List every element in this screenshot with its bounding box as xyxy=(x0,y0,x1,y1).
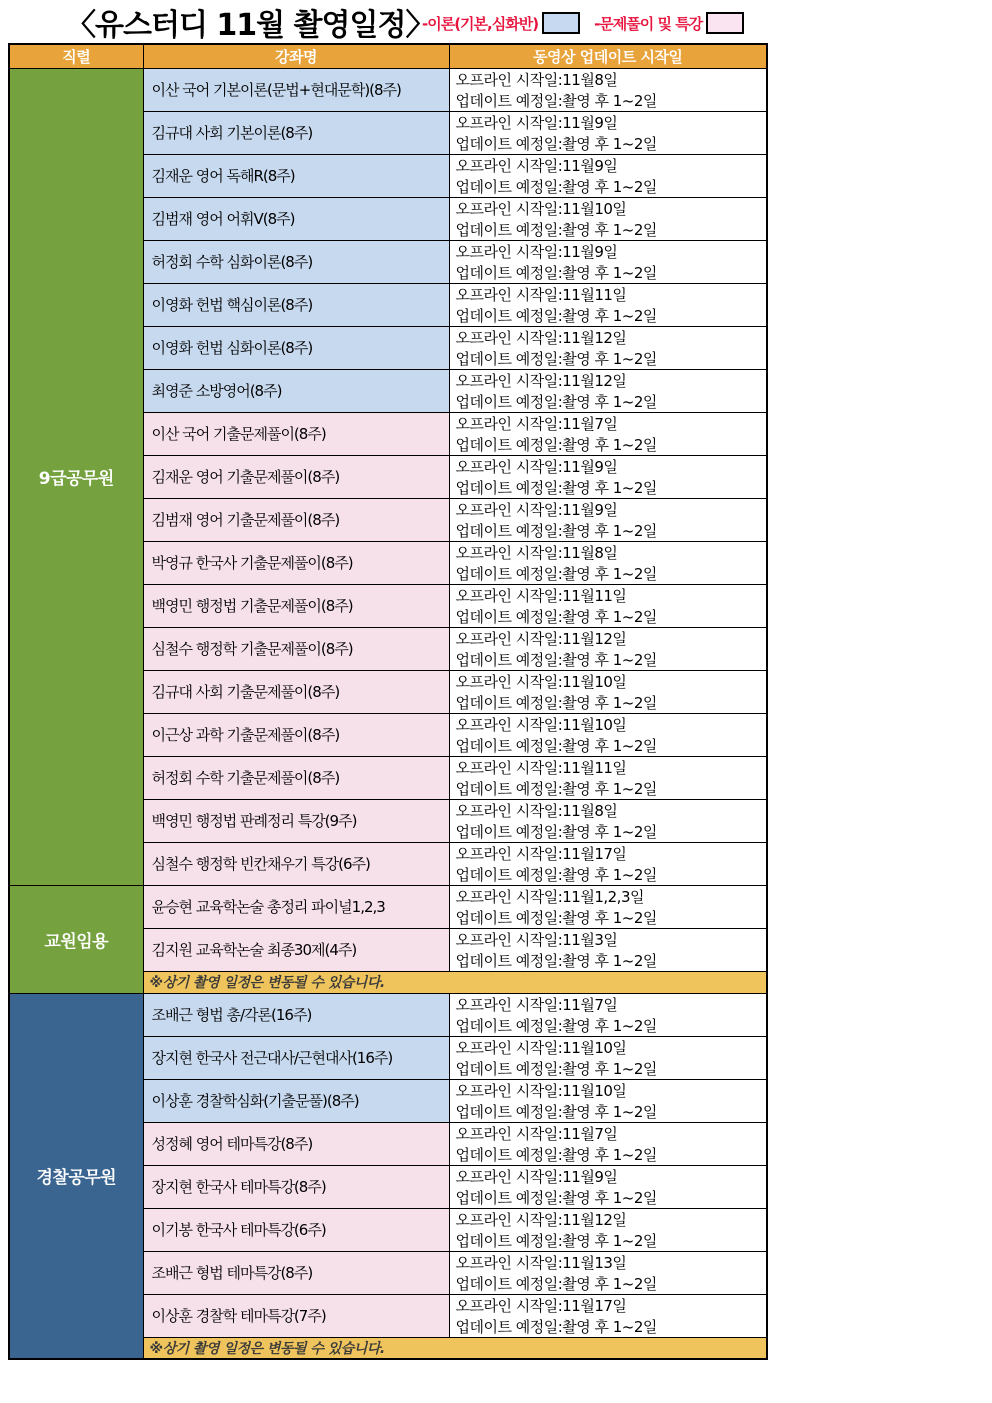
update-due-date: 업데이트 예정일:촬영 후 1~2일 xyxy=(449,520,767,542)
course-name-cell: 윤승현 교육학논술 총정리 파이널1,2,3 xyxy=(143,885,449,928)
offline-start-date: 오프라인 시작일:11월9일 xyxy=(449,1165,767,1187)
course-name-cell: 김범재 영어 어휘V(8주) xyxy=(143,197,449,240)
offline-start-date: 오프라인 시작일:11월7일 xyxy=(449,412,767,434)
offline-start-date: 오프라인 시작일:11월10일 xyxy=(449,1036,767,1058)
course-name-cell: 심철수 행정학 기출문제풀이(8주) xyxy=(143,627,449,670)
offline-start-date: 오프라인 시작일:11월9일 xyxy=(449,154,767,176)
update-due-date: 업데이트 예정일:촬영 후 1~2일 xyxy=(449,1187,767,1209)
update-due-date: 업데이트 예정일:촬영 후 1~2일 xyxy=(449,1015,767,1037)
course-name-cell: 조배근 형법 총/각론(16주) xyxy=(143,993,449,1036)
update-due-date: 업데이트 예정일:촬영 후 1~2일 xyxy=(449,477,767,499)
offline-start-date: 오프라인 시작일:11월10일 xyxy=(449,197,767,219)
course-name-cell: 이산 국어 기본이론(문법+현대문학)(8주) xyxy=(143,68,449,111)
course-name-cell: 김규대 사회 기본이론(8주) xyxy=(143,111,449,154)
offline-start-date: 오프라인 시작일:11월12일 xyxy=(449,1208,767,1230)
section-label: 교원임용 xyxy=(9,885,143,993)
course-name-cell: 박영규 한국사 기출문제풀이(8주) xyxy=(143,541,449,584)
offline-start-date: 오프라인 시작일:11월8일 xyxy=(449,68,767,90)
course-name-cell: 장지현 한국사 전근대사/근현대사(16주) xyxy=(143,1036,449,1079)
offline-start-date: 오프라인 시작일:11월11일 xyxy=(449,283,767,305)
course-name-cell: 허정회 수학 기출문제풀이(8주) xyxy=(143,756,449,799)
course-name-cell: 백영민 행정법 판례정리 특강(9주) xyxy=(143,799,449,842)
legend-item-theory xyxy=(422,12,580,34)
offline-start-date: 오프라인 시작일:11월11일 xyxy=(449,584,767,606)
update-due-date: 업데이트 예정일:촬영 후 1~2일 xyxy=(449,649,767,671)
offline-start-date: 오프라인 시작일:11월8일 xyxy=(449,541,767,563)
update-due-date: 업데이트 예정일:촬영 후 1~2일 xyxy=(449,563,767,585)
update-due-date: 업데이트 예정일:촬영 후 1~2일 xyxy=(449,133,767,155)
course-name-cell: 조배근 형법 테마특강(8주) xyxy=(143,1251,449,1294)
offline-start-date: 오프라인 시작일:11월13일 xyxy=(449,1251,767,1273)
offline-start-date: 오프라인 시작일:11월12일 xyxy=(449,326,767,348)
update-due-date: 업데이트 예정일:촬영 후 1~2일 xyxy=(449,907,767,929)
update-due-date: 업데이트 예정일:촬영 후 1~2일 xyxy=(449,1144,767,1166)
course-name-cell: 백영민 행정법 기출문제풀이(8주) xyxy=(143,584,449,627)
theory-color-swatch xyxy=(542,12,580,34)
course-name-cell: 이기봉 한국사 테마특강(6주) xyxy=(143,1208,449,1251)
offline-start-date: 오프라인 시작일:11월9일 xyxy=(449,111,767,133)
section-label: 경찰공무원 xyxy=(9,993,143,1359)
section-label: 9급공무원 xyxy=(9,68,143,885)
offline-start-date: 오프라인 시작일:11월7일 xyxy=(449,993,767,1015)
course-name-cell: 김지원 교육학논술 최종30제(4주) xyxy=(143,928,449,971)
update-due-date: 업데이트 예정일:촬영 후 1~2일 xyxy=(449,692,767,714)
course-name-cell: 김범재 영어 기출문제풀이(8주) xyxy=(143,498,449,541)
course-name-cell: 김규대 사회 기출문제풀이(8주) xyxy=(143,670,449,713)
update-due-date: 업데이트 예정일:촬영 후 1~2일 xyxy=(449,434,767,456)
update-due-date: 업데이트 예정일:촬영 후 1~2일 xyxy=(449,1058,767,1080)
schedule-table-header xyxy=(9,44,767,68)
offline-start-date: 오프라인 시작일:11월17일 xyxy=(449,1294,767,1316)
course-name-cell: 이영화 헌법 심화이론(8주) xyxy=(143,326,449,369)
offline-start-date: 오프라인 시작일:11월1,2,3일 xyxy=(449,885,767,907)
offline-start-date: 오프라인 시작일:11월9일 xyxy=(449,455,767,477)
update-due-date: 업데이트 예정일:촬영 후 1~2일 xyxy=(449,1230,767,1252)
course-name-cell: 심철수 행정학 빈칸채우기 특강(6주) xyxy=(143,842,449,885)
update-due-date: 업데이트 예정일:촬영 후 1~2일 xyxy=(449,821,767,843)
column-header-category: 직렬 xyxy=(9,44,143,68)
offline-start-date: 오프라인 시작일:11월10일 xyxy=(449,713,767,735)
update-due-date: 업데이트 예정일:촬영 후 1~2일 xyxy=(449,778,767,800)
legend xyxy=(422,12,744,34)
schedule-change-footnote: ※상기 촬영 일정은 변동될 수 있습니다. xyxy=(143,971,767,993)
course-name-cell: 김재운 영어 기출문제풀이(8주) xyxy=(143,455,449,498)
offline-start-date: 오프라인 시작일:11월3일 xyxy=(449,928,767,950)
course-name-cell: 이상훈 경찰학심화(기출문풀)(8주) xyxy=(143,1079,449,1122)
offline-start-date: 오프라인 시작일:11월12일 xyxy=(449,627,767,649)
offline-start-date: 오프라인 시작일:11월17일 xyxy=(449,842,767,864)
update-due-date: 업데이트 예정일:촬영 후 1~2일 xyxy=(449,90,767,112)
update-due-date: 업데이트 예정일:촬영 후 1~2일 xyxy=(449,391,767,413)
update-due-date: 업데이트 예정일:촬영 후 1~2일 xyxy=(449,262,767,284)
legend-problem-label: -문제풀이 및 특강 xyxy=(594,14,703,33)
course-name-cell: 이근상 과학 기출문제풀이(8주) xyxy=(143,713,449,756)
course-name-cell: 이상훈 경찰학 테마특강(7주) xyxy=(143,1294,449,1337)
offline-start-date: 오프라인 시작일:11월9일 xyxy=(449,240,767,262)
update-due-date: 업데이트 예정일:촬영 후 1~2일 xyxy=(449,735,767,757)
course-name-cell: 장지현 한국사 테마특강(8주) xyxy=(143,1165,449,1208)
offline-start-date: 오프라인 시작일:11월9일 xyxy=(449,498,767,520)
update-due-date: 업데이트 예정일:촬영 후 1~2일 xyxy=(449,176,767,198)
offline-start-date: 오프라인 시작일:11월10일 xyxy=(449,1079,767,1101)
update-due-date: 업데이트 예정일:촬영 후 1~2일 xyxy=(449,950,767,972)
offline-start-date: 오프라인 시작일:11월8일 xyxy=(449,799,767,821)
update-due-date: 업데이트 예정일:촬영 후 1~2일 xyxy=(449,348,767,370)
update-due-date: 업데이트 예정일:촬영 후 1~2일 xyxy=(449,305,767,327)
column-header-update-date: 동영상 업데이트 시작일 xyxy=(449,44,767,68)
problem-color-swatch xyxy=(706,12,744,34)
course-name-cell: 허정회 수학 심화이론(8주) xyxy=(143,240,449,283)
course-name-cell: 성정혜 영어 테마특강(8주) xyxy=(143,1122,449,1165)
offline-start-date: 오프라인 시작일:11월10일 xyxy=(449,670,767,692)
course-name-cell: 이산 국어 기출문제풀이(8주) xyxy=(143,412,449,455)
schedule-table-body xyxy=(9,68,767,1359)
update-due-date: 업데이트 예정일:촬영 후 1~2일 xyxy=(449,219,767,241)
update-due-date: 업데이트 예정일:촬영 후 1~2일 xyxy=(449,1101,767,1123)
offline-start-date: 오프라인 시작일:11월11일 xyxy=(449,756,767,778)
schedule-table xyxy=(8,43,768,1360)
column-header-course: 강좌명 xyxy=(143,44,449,68)
course-name-cell: 김재운 영어 독해R(8주) xyxy=(143,154,449,197)
update-due-date: 업데이트 예정일:촬영 후 1~2일 xyxy=(449,1316,767,1338)
schedule-change-footnote: ※상기 촬영 일정은 변동될 수 있습니다. xyxy=(143,1337,767,1359)
update-due-date: 업데이트 예정일:촬영 후 1~2일 xyxy=(449,606,767,628)
page-title: 〈유스터디 11월 촬영일정〉 xyxy=(66,8,435,43)
update-due-date: 업데이트 예정일:촬영 후 1~2일 xyxy=(449,864,767,886)
offline-start-date: 오프라인 시작일:11월12일 xyxy=(449,369,767,391)
course-name-cell: 최영준 소방영어(8주) xyxy=(143,369,449,412)
update-due-date: 업데이트 예정일:촬영 후 1~2일 xyxy=(449,1273,767,1295)
legend-item-problem xyxy=(594,12,744,34)
course-name-cell: 이영화 헌법 핵심이론(8주) xyxy=(143,283,449,326)
legend-theory-label: -이론(기본,심화반) xyxy=(422,14,539,33)
offline-start-date: 오프라인 시작일:11월7일 xyxy=(449,1122,767,1144)
